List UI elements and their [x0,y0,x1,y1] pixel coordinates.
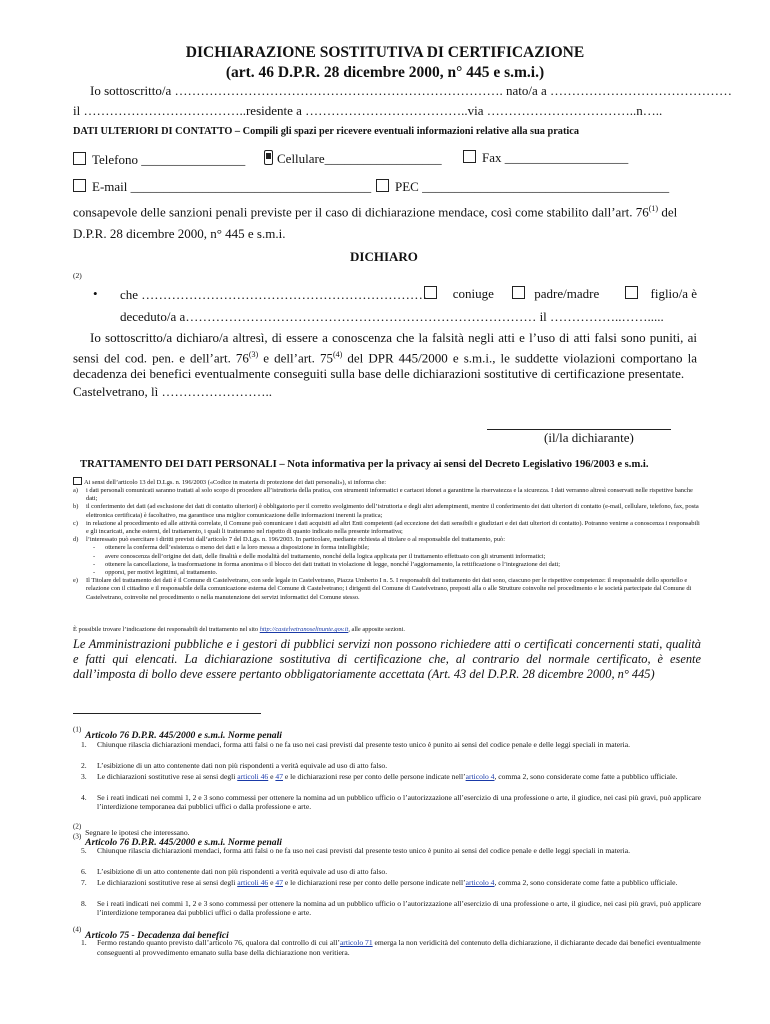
footnote-item [73,793,701,812]
footnote-1-title: Articolo 76 D.P.R. 445/2000 e s.m.i. Norme penali [85,730,282,741]
padre-madre-option[interactable] [512,286,599,302]
telefono-field[interactable] [73,152,245,168]
article-link[interactable]: articolo 4 [465,877,495,887]
footnote-item [73,772,701,782]
footnote-4-text [97,938,701,957]
privacy-item [73,577,701,602]
pec-checkbox[interactable] [376,179,389,192]
privacy-subitem [73,569,701,577]
fax-checkbox[interactable] [463,150,476,163]
bollo-note: Le Amministrazioni pubbliche e i gestori di pubblici servizi non possono richiedere atti o certificati concernenti stati, qualità e fatti qui elencati. La dichiarazione sostitutiva di certificazione che, al contrario del normale certificato, è esente dall’imposta di bollo deve essere pertanto obbligatoriamente accettata (Art. 43 del D.P.R. 28 dicembre 2000, n° 445) [73,637,701,681]
footnote-item [73,867,701,877]
privacy-item [73,503,701,519]
footnote-item-number: 4. [81,792,87,802]
privacy-site-link[interactable]: http://castelvetranoselinunte.gov.it [259,626,349,633]
privacy-subitem [73,544,701,552]
dash-bullet: - [93,560,96,568]
birth-residence-line[interactable]: il ………………………………..residente a ………………………………..via ……………………………..n….. [73,103,663,118]
privacy-intro-text: Ai sensi dell’articolo 13 del D.Lgs. n. 196/2003 («Codice in materia di protezione dei dati personali»), si informa che: [84,479,387,486]
privacy-subitem [73,553,701,561]
pec-field[interactable] [376,179,669,195]
mobile-phone-icon [264,150,273,165]
bullet-dot: • [93,286,98,301]
coniuge-option[interactable] [424,286,494,302]
article-link[interactable]: articoli 46 [237,877,269,887]
footnote-ref-1: (1) [648,204,659,213]
privacy-subitem-text: opporsi, per motivi legittimi, al trattamento. [105,569,218,576]
cellulare-label: Cellulare__________________ [277,151,442,166]
telefono-checkbox[interactable] [73,152,86,165]
place-date-field[interactable]: Castelvetrano, lì …………………….. [73,384,272,399]
privacy-item-text: Il Titolare del trattamento dei dati è il Comune di Castelvetrano, con sede legale in Castelvetrano, Piazza Umberto I n. 5. I responsabili del trattamento dei dati sono, ciascuno per le rispettive competenze: il responsabile dello sportello e relazione con il cittadino e il responsabile della comunicazione esterna del Comune di Castelvetrano; i dirigenti del Comune di Castelvetrano, preposti alla o alle Strutture coinvolte nel procedimento e le società partecipate dal Comune di Castelvetrano, coinvolte nel procedimento o nella manutenzione dei servizi informatici del Comune stesso. [86,577,692,601]
footnote-item-text: L’esibizione di un atto contenente dati non più rispondenti a verità equivale ad uso di atto falso. [97,866,388,876]
email-field[interactable] [73,179,371,195]
footnote-item-text [97,878,701,888]
footnote-item [73,740,701,750]
privacy-subitem-text: avere conoscenza dell’origine dei dati, delle finalità e delle modalità del trattamento, nonché della logica applicata per il trattamento effettuato con gli strumenti informatici; [105,552,546,560]
fax-field[interactable] [463,150,628,166]
privacy-item [73,536,701,544]
footnote-text-part: e le dichiarazioni rese per conto delle persone indicate nell’ [283,877,466,887]
footnote-item-text [97,772,701,782]
footnote-text-part: , comma 2, sono considerate come fatte a pubblico ufficiale. [494,877,678,887]
privacy-item [73,487,701,503]
privacy-subitem [73,561,701,569]
email-label: E-mail _____________________________________ [92,179,372,194]
footnote-item-number: 2. [81,760,87,770]
falsita-text-1: Io sottoscritto/a dichiaro/a altresì, di essere a conoscenza che la falsità negli atti e l’uso di atti falsi sono puniti, ai sensi del cod. pen. e dell’art. 76 [73,330,697,365]
consapevole-line-1 [73,204,677,220]
footnote-item-number: 3. [81,771,87,781]
footnote-3-title: Articolo 76 D.P.R. 445/2000 e s.m.i. Norme penali [85,837,282,848]
coniuge-checkbox[interactable] [424,286,437,299]
footnote-2-text: Segnare le ipotesi che interessano. [85,828,190,837]
consapevole-text: consapevole delle sanzioni penali previste per il caso di dichiarazione mendace, così come stabilito dall’art. 76 [73,204,649,220]
privacy-item-text: l’interessato può esercitare i diritti previsti dall’articolo 7 del D.Lgs. n. 196/2003. In particolare, mediante richiesta al titolare o al responsabile del trattamento, può: [86,536,505,544]
footnote-1-mark: (1) [73,725,82,734]
declarant-line[interactable]: Io sottoscritto/a …………………………………………………………………. nato/a a …………………………………… [90,83,733,98]
privacy-link-pre: È possibile trovare l’indicazione dei responsabili del trattamento nel sito [73,626,260,633]
footnote-item-text: L’esibizione di un atto contenente dati non più rispondenti a verità equivale ad uso di atto falso. [97,760,388,770]
figlio-label: figlio/a è [650,286,698,301]
footnote-text-part: e le dichiarazioni rese per conto delle persone indicate nell’ [283,771,466,781]
privacy-item [73,520,701,536]
article-link[interactable]: articolo 4 [465,771,495,781]
footnote-3-mark: (3) [73,832,82,841]
footnote-separator [73,713,261,714]
footnote-ref-3: (3) [248,349,259,359]
footnote-item-text: Chiunque rilascia dichiarazioni mendaci, forma atti falsi o ne fa uso nei casi previsti dal presente testo unico è punito ai sensi del codice penale e delle leggi speciali in materia. [97,740,631,749]
footnote-item-number: 8. [81,898,87,908]
footnote-4-pre: Fermo restando quanto previsto dall’articolo 76, qualora dal controllo di cui all’ [97,938,340,947]
document-title: DICHIARAZIONE SOSTITUTIVA DI CERTIFICAZIONE [185,44,585,61]
figlio-checkbox[interactable] [625,286,638,299]
article-link[interactable]: articoli 46 [237,771,269,781]
footnote-item [73,878,701,888]
footnote-4-number: 1. [81,938,87,947]
privacy-item-label: a) [73,487,78,494]
document-subtitle: (art. 46 D.P.R. 28 dicembre 2000, n° 445 e s.m.i.) [225,64,545,81]
privacy-item-text: i dati personali comunicati saranno trattati al solo scopo di procedere all’istruttoria della pratica, con strumenti informatici e cartacei idonei a garantirne la riservatezza e la sicurezza. I dati verranno altresì conservati nelle rispettive banche dati; [86,487,693,503]
consapevole-text-end: del [658,204,678,220]
privacy-subitem-text: ottenere la cancellazione, la trasformazione in forma anonima o il blocco dei dati trattati in violazione di legge, nonché l’aggiornamento, la rettificazione o l’integrazione dei dati; [105,560,560,568]
footnote-4-post: emerga la non veridicità del contenuto della dichiarazione, il dichiarante decade dai benefici eventualmente conseguenti al provvedimento emanato sulla base della dichiarazione non veritiera. [97,938,701,957]
footnote-item-text: Chiunque rilascia dichiarazioni mendaci, forma atti falsi o ne fa uso nei casi previsti dal presente testo unico è punito ai sensi del codice penale e delle leggi speciali in materia. [97,846,631,855]
fax-label: Fax ___________________ [482,150,629,165]
info-icon [73,477,82,485]
article-link[interactable]: 47 [275,771,283,781]
cellulare-field[interactable] [264,150,442,167]
privacy-link-line [73,626,701,633]
footnote-item [73,899,701,918]
footnote-4-title: Articolo 75 - Decadenza dai benefici [85,930,229,941]
dash-bullet: - [93,569,96,576]
footnote-item-number: 5. [81,846,87,855]
pec-label: PEC ______________________________________ [395,179,670,194]
footnote-text-part: e [268,877,276,887]
email-checkbox[interactable] [73,179,86,192]
footnote-2-mark: (2) [73,822,82,831]
footnote-text-part: Le dichiarazioni sostitutive rese ai sensi degli [97,877,238,887]
falsita-paragraph [73,330,697,383]
footnote-item [73,846,701,856]
footnote-ref-4: (4) [332,349,343,359]
privacy-item-label: e) [73,577,78,585]
privacy-item-text: in relazione al procedimento ed alle attività correlate, il Comune può comunicare i dati acquisiti ad altri Enti competenti (ad eccezione dei dati sensibili e giudiziari e dei dati ulteriori di contatto). Potranno venirne a conoscenza i responsabili e gli incaricati, anche esterni, del trattamento, i quali li tratteranno nel rispetto di quanto indicato nella presente informativa; [86,519,700,535]
privacy-intro [73,477,701,487]
deceduto-field[interactable]: deceduto/a a……………………………………………………………………… il ……………..……..... [120,309,664,324]
privacy-item-label: d) [73,536,79,544]
consapevole-line-2: D.P.R. 28 dicembre 2000, n° 445 e s.m.i. [73,226,286,241]
privacy-item-label: b) [73,503,79,511]
coniuge-label: coniuge [452,286,494,301]
footnote-item-number: 7. [81,877,87,887]
padre-madre-label: padre/madre [534,286,600,301]
padre-madre-checkbox[interactable] [512,286,525,299]
privacy-link-post: , alle apposite sezioni. [348,626,405,633]
footnote-4-mark: (4) [73,925,82,934]
telefono-label: Telefono ________________ [92,152,246,167]
che-field[interactable]: che ………………………………………………………… [120,287,428,302]
privacy-item-label: c) [73,519,78,527]
footnote-item-text: Se i reati indicati nei commi 1, 2 e 3 sono commessi per ottenere la nomina ad un pubblico ufficio o l’autorizzazione all’esercizio di una professione o arte, il giudice, nei casi più gravi, può applicare l’interdizione temporanea dai pubblici uffici o dalla professione e arte. [97,898,701,918]
footnote-item [73,761,701,771]
signature-label: (il/la dichiarante) [544,430,634,445]
dichiaro-heading: DICHIARO [350,249,418,264]
privacy-title: TRATTAMENTO DEI DATI PERSONALI – Nota informativa per la privacy ai sensi del Decreto Legislativo 196/2003 e s.m.i. [80,459,649,470]
dash-bullet: - [93,552,96,560]
footnotes [73,725,701,1015]
privacy-subitem-text: ottenere la conferma dell’esistenza o meno dei dati e la loro messa a disposizione in forma intelligibile; [105,544,370,552]
article-link[interactable]: 47 [275,877,283,887]
dash-bullet: - [93,544,96,552]
footnote-item-text: Se i reati indicati nei commi 1, 2 e 3 sono commessi per ottenere la nomina ad un pubblico ufficio o l’autorizzazione all’esercizio di una professione o arte, il giudice, nei casi più gravi, può applicare l’interdizione temporanea dai pubblici uffici o dalla professione e arte. [97,792,701,812]
falsita-text-2: e dell’art. 75 [258,349,333,365]
footnote-text-part: , comma 2, sono considerate come fatte a pubblico ufficiale. [494,771,678,781]
articolo-71-link[interactable]: articolo 71 [339,938,373,947]
figlio-option[interactable] [625,286,697,302]
footnote-item-number: 6. [81,866,87,876]
footnote-text-part: e [268,771,276,781]
footnote-text-part: Le dichiarazioni sostitutive rese ai sensi degli [97,771,238,781]
footnote-item-number: 1. [81,740,87,749]
privacy-item-text: il conferimento dei dati (ad esclusione dei dati di contatto ulteriori) è obbligatorio per il corretto svolgimento dell’istruttoria e degli altri adempimenti, mentre il conferimento dei dati ulteriori di contatto (e-mail, cellulare, telefono, fax, posta elettronica certificata) è facoltativo, ma garantisce una miglior comunicazione delle informazioni inerenti la pratica; [86,503,699,519]
note-2-ref: (2) [73,271,82,280]
contact-header: DATI ULTERIORI DI CONTATTO – Compili gli spazi per ricevere eventuali informazioni relative alla sua pratica [73,126,579,137]
falsita-text-3: del DPR 445/2000 e s.m.i., le suddette violazioni comportano la decadenza dei benefici eventualmente conseguiti sulla base delle dichiarazioni sostitutive di certificazione presentate. [73,349,697,382]
